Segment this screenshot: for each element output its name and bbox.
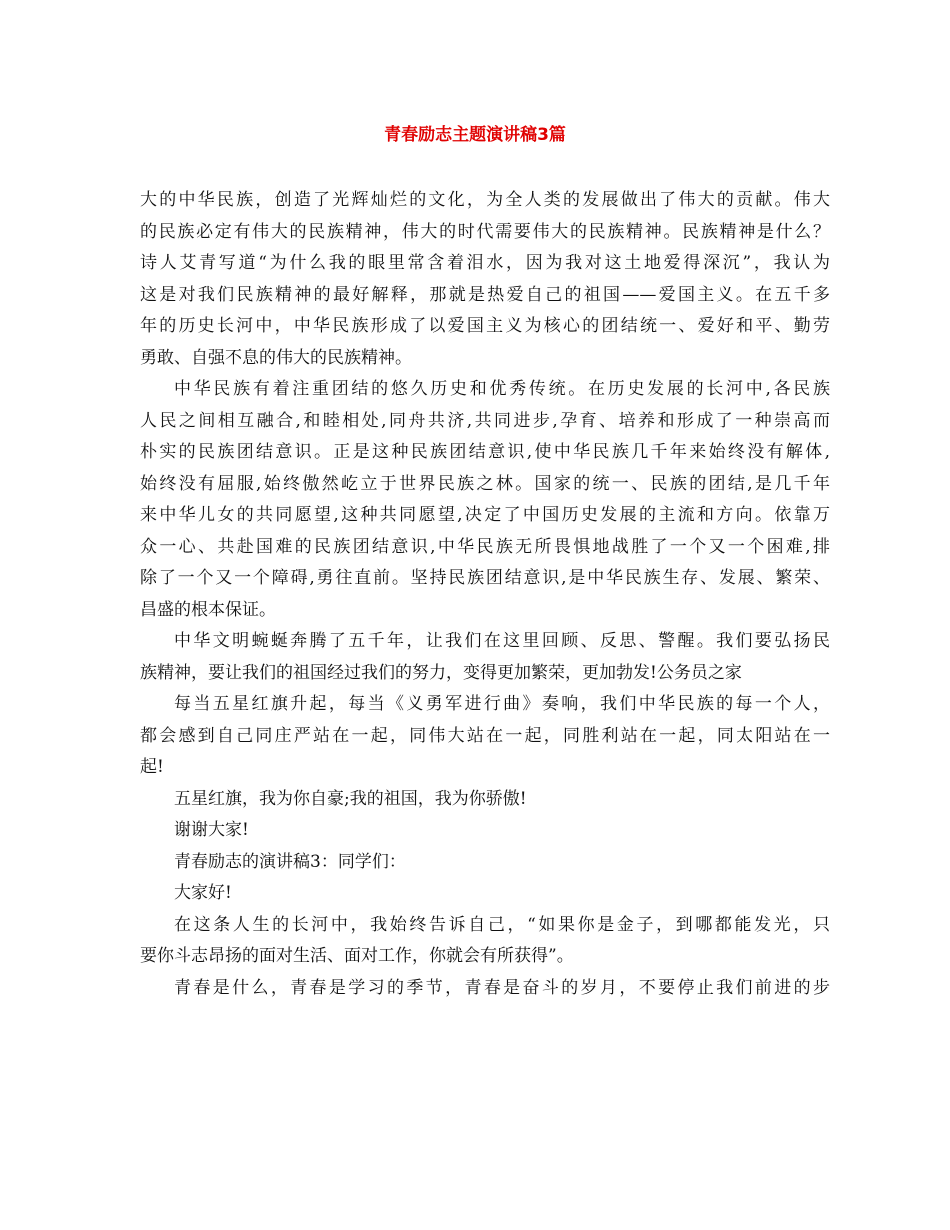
text-line: 诗人艾青写道“为什么我的眼里常含着泪水，因为我对这土地爱得深沉”，我认为 (140, 253, 830, 273)
text-line: 人民之间相互融合,和睦相处,同舟共济,共同进步,孕育、培养和形成了一种崇高而 (140, 410, 830, 431)
text-line: 每当五星红旗升起，每当《义勇军进行曲》奏响，我们中华民族的每一个人， (174, 694, 830, 714)
document-body (140, 185, 830, 1004)
text-line: 中华文明蜿蜒奔腾了五千年，让我们在这里回顾、反思、警醒。我们要弘扬民 (174, 631, 830, 651)
text-line: 青春是什么，青春是学习的季节，青春是奋斗的岁月，不要停止我们前进的步 (174, 977, 830, 998)
text-line: 在这条人生的长河中，我始终告诉自己，“如果你是金子，到哪都能发光，只 (174, 914, 830, 935)
text-line: 大的中华民族，创造了光辉灿烂的文化，为全人类的发展做出了伟大的贡献。伟大 (140, 190, 830, 210)
text-line: 谢谢大家! (174, 820, 249, 840)
text-line: 中华民族有着注重团结的悠久历史和优秀传统。在历史发展的长河中,各民族 (174, 379, 830, 399)
text-line: 青春励志的演讲稿3：同学们： (174, 851, 406, 872)
text-line: 始终没有屈服,始终傲然屹立于世界民族之林。国家的统一、民族的团结,是几千年 (140, 473, 830, 494)
text-line: 除了一个又一个障碍,勇往直前。坚持民族团结意识,是中华民族生存、发展、繁荣、 (140, 568, 830, 588)
text-line: 勇敢、自强不息的伟大的民族精神。 (140, 347, 412, 368)
text-line: 要你斗志昂扬的面对生活、面对工作，你就会有所获得”。 (140, 946, 574, 966)
text-line: 众一心、共赴国难的民族团结意识,中华民族无所畏惧地战胜了一个又一个困难,排 (140, 536, 830, 557)
text-line: 年的历史长河中，中华民族形成了以爱国主义为核心的团结统一、爱好和平、勤劳 (140, 316, 830, 336)
text-line: 大家好! (174, 883, 232, 903)
text-line: 这是对我们民族精神的最好解释，那就是热爱自己的祖国——爱国主义。在五千多 (140, 284, 830, 305)
text-line: 朴实的民族团结意识。正是这种民族团结意识,使中华民族几千年来始终没有解体, (140, 442, 830, 462)
text-line: 来中华儿女的共同愿望,这种共同愿望,决定了中国历史发展的主流和方向。依靠万 (140, 505, 830, 525)
text-line: 起! (140, 757, 164, 777)
document-title: 青春励志主题演讲稿3篇 (384, 125, 566, 145)
text-line: 都会感到自己同庄严站在一起，同伟大站在一起，同胜利站在一起，同太阳站在一 (140, 725, 830, 746)
text-line: 的民族必定有伟大的民族精神，伟大的时代需要伟大的民族精神。民族精神是什么？ (140, 221, 830, 242)
text-line: 族精神，要让我们的祖国经过我们的努力，变得更加繁荣，更加勃发!公务员之家 (140, 662, 742, 683)
text-line: 昌盛的根本保证。 (140, 599, 276, 620)
text-line: 五星红旗，我为你自豪;我的祖国，我为你骄傲! (174, 788, 527, 809)
